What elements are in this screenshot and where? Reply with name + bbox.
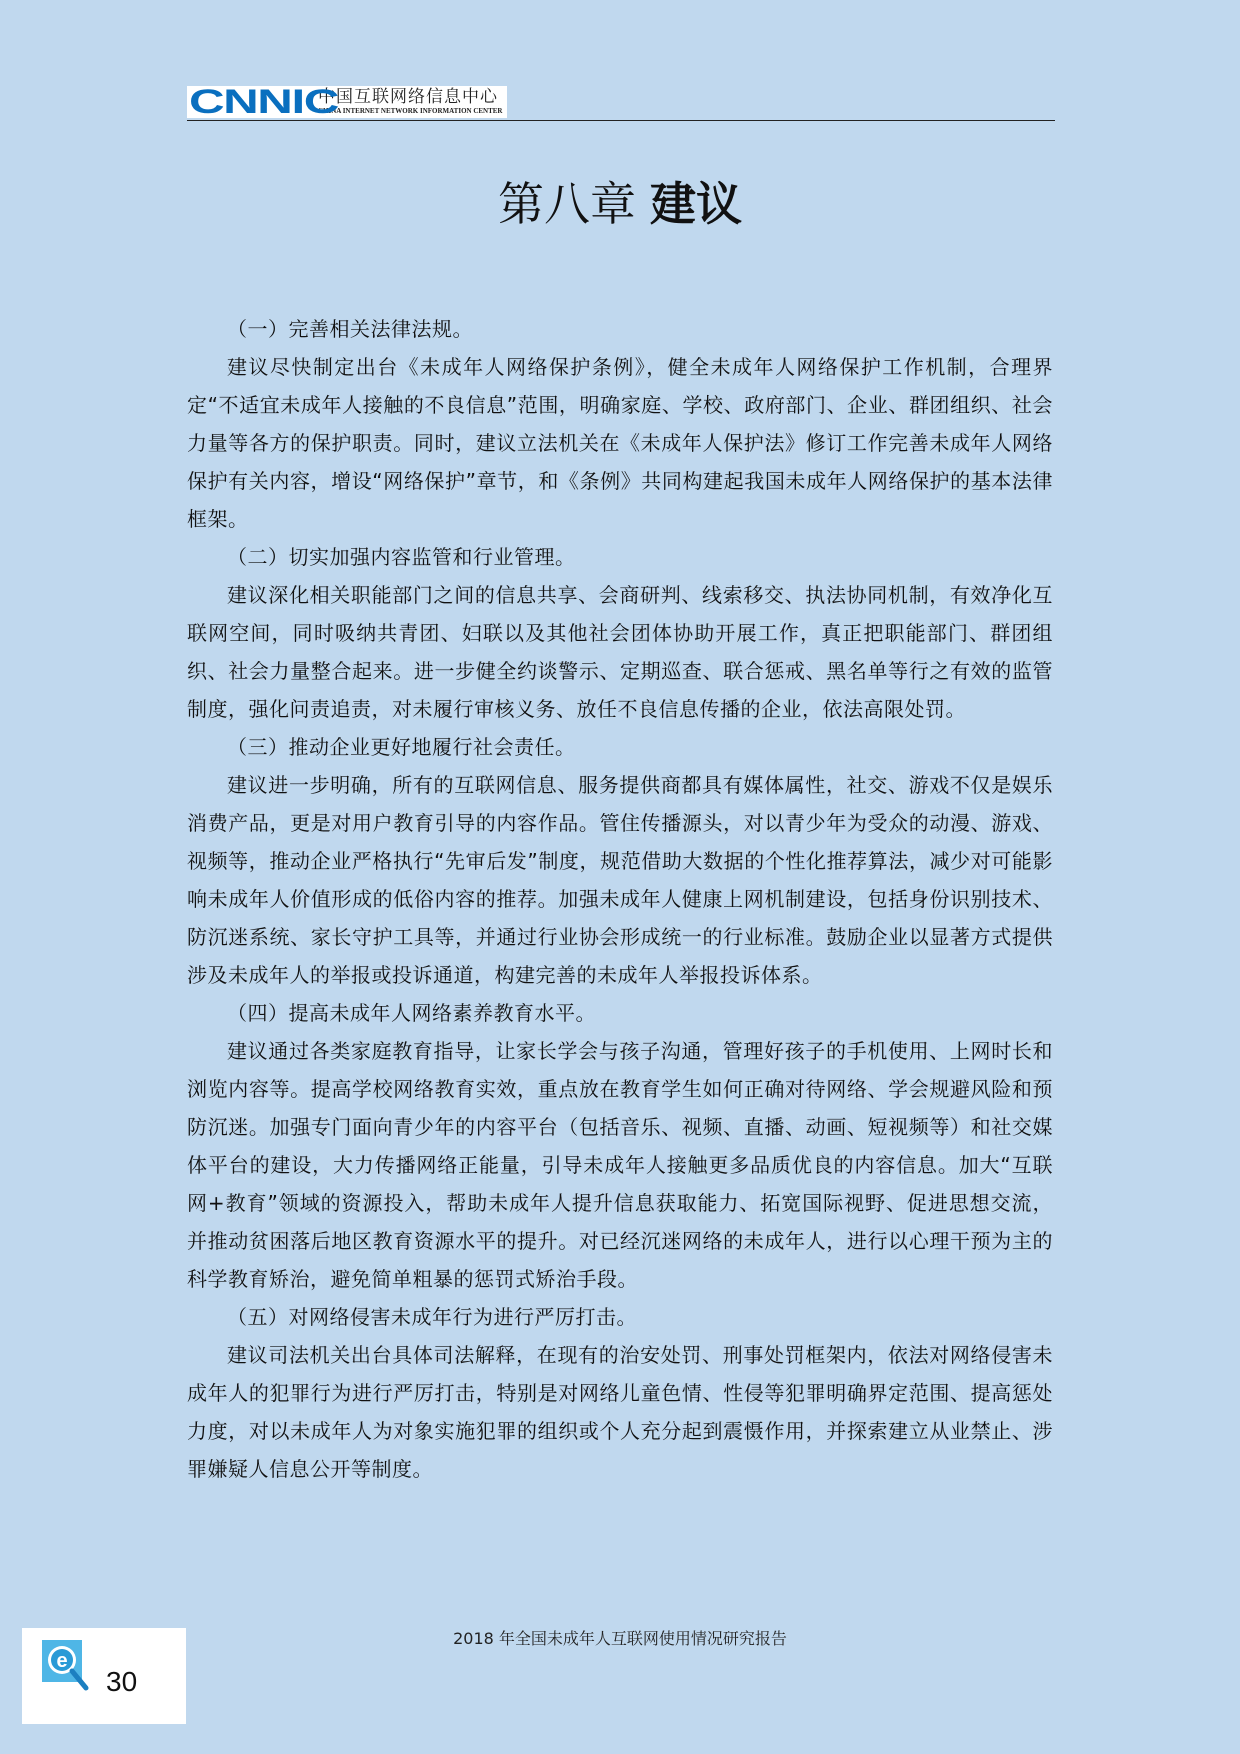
body-paragraph: 建议司法机关出台具体司法解释，在现有的治安处罚、刑事处罚框架内，依法对网络侵害未成年人的犯罪行为进行严厉打击，特别是对网络儿童色情、性侵等犯罪明确界定范围、提高惩处力度，对以未成年人为对象实施犯罪的组织或个人充分起到震慑作用，并探索建立从业禁止、涉罪嫌疑人信息公开等制度。 — [187, 1343, 1053, 1481]
svg-text:e: e — [56, 1650, 68, 1672]
body-paragraph: 建议进一步明确，所有的互联网信息、服务提供商都具有媒体属性，社交、游戏不仅是娱乐消费产品，更是对用户教育引导的内容作品。管住传播源头，对以青少年为受众的动漫、游戏、视频等，推动企业严格执行“先审后发”制度，规范借助大数据的个性化推荐算法，减少对可能影响未成年人价值形成的低俗内容的推荐。加强未成年人健康上网机制建设，包括身份识别技术、防沉迷系统、家长守护工具等，并通过行业协会形成统一的行业标准。鼓励企业以显著方式提供涉及未成年人的举报或投诉通道，构建完善的未成年人举报投诉体系。 — [187, 773, 1053, 987]
chapter-title — [0, 168, 1240, 234]
body-paragraph: 建议尽快制定出台《未成年人网络保护条例》，健全未成年人网络保护工作机制，合理界定“不适宜未成年人接触的不良信息”范围，明确家庭、学校、政府部门、企业、群团组织、社会力量等各方的保护职责。同时，建议立法机关在《未成年人保护法》修订工作完善未成年人网络保护有关内容，增设“网络保护”章节，和《条例》共同构建起我国未成年人网络保护的基本法律框架。 — [187, 355, 1053, 531]
cnnic-logo — [187, 83, 507, 121]
section-heading: （二）切实加强内容监管和行业管理。 — [227, 545, 576, 569]
search-e-icon — [40, 1636, 90, 1692]
section-heading: （三）推动企业更好地履行社会责任。 — [227, 735, 576, 759]
page-number-box — [22, 1628, 186, 1724]
page-number: 30 — [106, 1666, 138, 1697]
body-paragraph: 建议通过各类家庭教育指导，让家长学会与孩子沟通，管理好孩子的手机使用、上网时长和浏览内容等。提高学校网络教育实效，重点放在教育学生如何正确对待网络、学会规避风险和预防沉迷。加强专门面向青少年的内容平台（包括音乐、视频、直播、动画、短视频等）和社交媒体平台的建设，大力传播网络正能量，引导未成年人接触更多品质优良的内容信息。加大“互联网+教育”领域的资源投入，帮助未成年人提升信息获取能力、拓宽国际视野、促进思想交流，并推动贫困落后地区教育资源水平的提升。对已经沉迷网络的未成年人，进行以心理干预为主的科学教育矫治，避免简单粗暴的惩罚式矫治手段。 — [187, 1039, 1053, 1291]
page-header — [187, 84, 1055, 121]
body-paragraph: 建议深化相关职能部门之间的信息共享、会商研判、线索移交、执法协同机制，有效净化互联网空间，同时吸纳共青团、妇联以及其他社会团体协助开展工作，真正把职能部门、群团组织、社会力量整合起来。进一步健全约谈警示、定期巡查、联合惩戒、黑名单等行之有效的监管制度，强化问责追责，对未履行审核义务、放任不良信息传播的企业，依法高限处罚。 — [187, 583, 1053, 721]
section-heading: （四）提高未成年人网络素养教育水平。 — [227, 1001, 596, 1025]
logo-mark: CNNIC — [189, 83, 338, 121]
chapter-number: 第八章 — [498, 177, 636, 231]
chapter-name: 建议 — [650, 177, 742, 231]
main-content — [187, 310, 1053, 1488]
logo-chinese-name: 中国互联网络信息中心 — [318, 87, 498, 107]
section-heading: （五）对网络侵害未成年行为进行严厉打击。 — [227, 1305, 637, 1329]
report-title-footer: 2018 年全国未成年人互联网使用情况研究报告 — [453, 1629, 787, 1648]
logo-english-name: CHINA INTERNET NETWORK INFORMATION CENTER — [318, 107, 503, 115]
section-heading: （一）完善相关法律法规。 — [227, 317, 473, 341]
